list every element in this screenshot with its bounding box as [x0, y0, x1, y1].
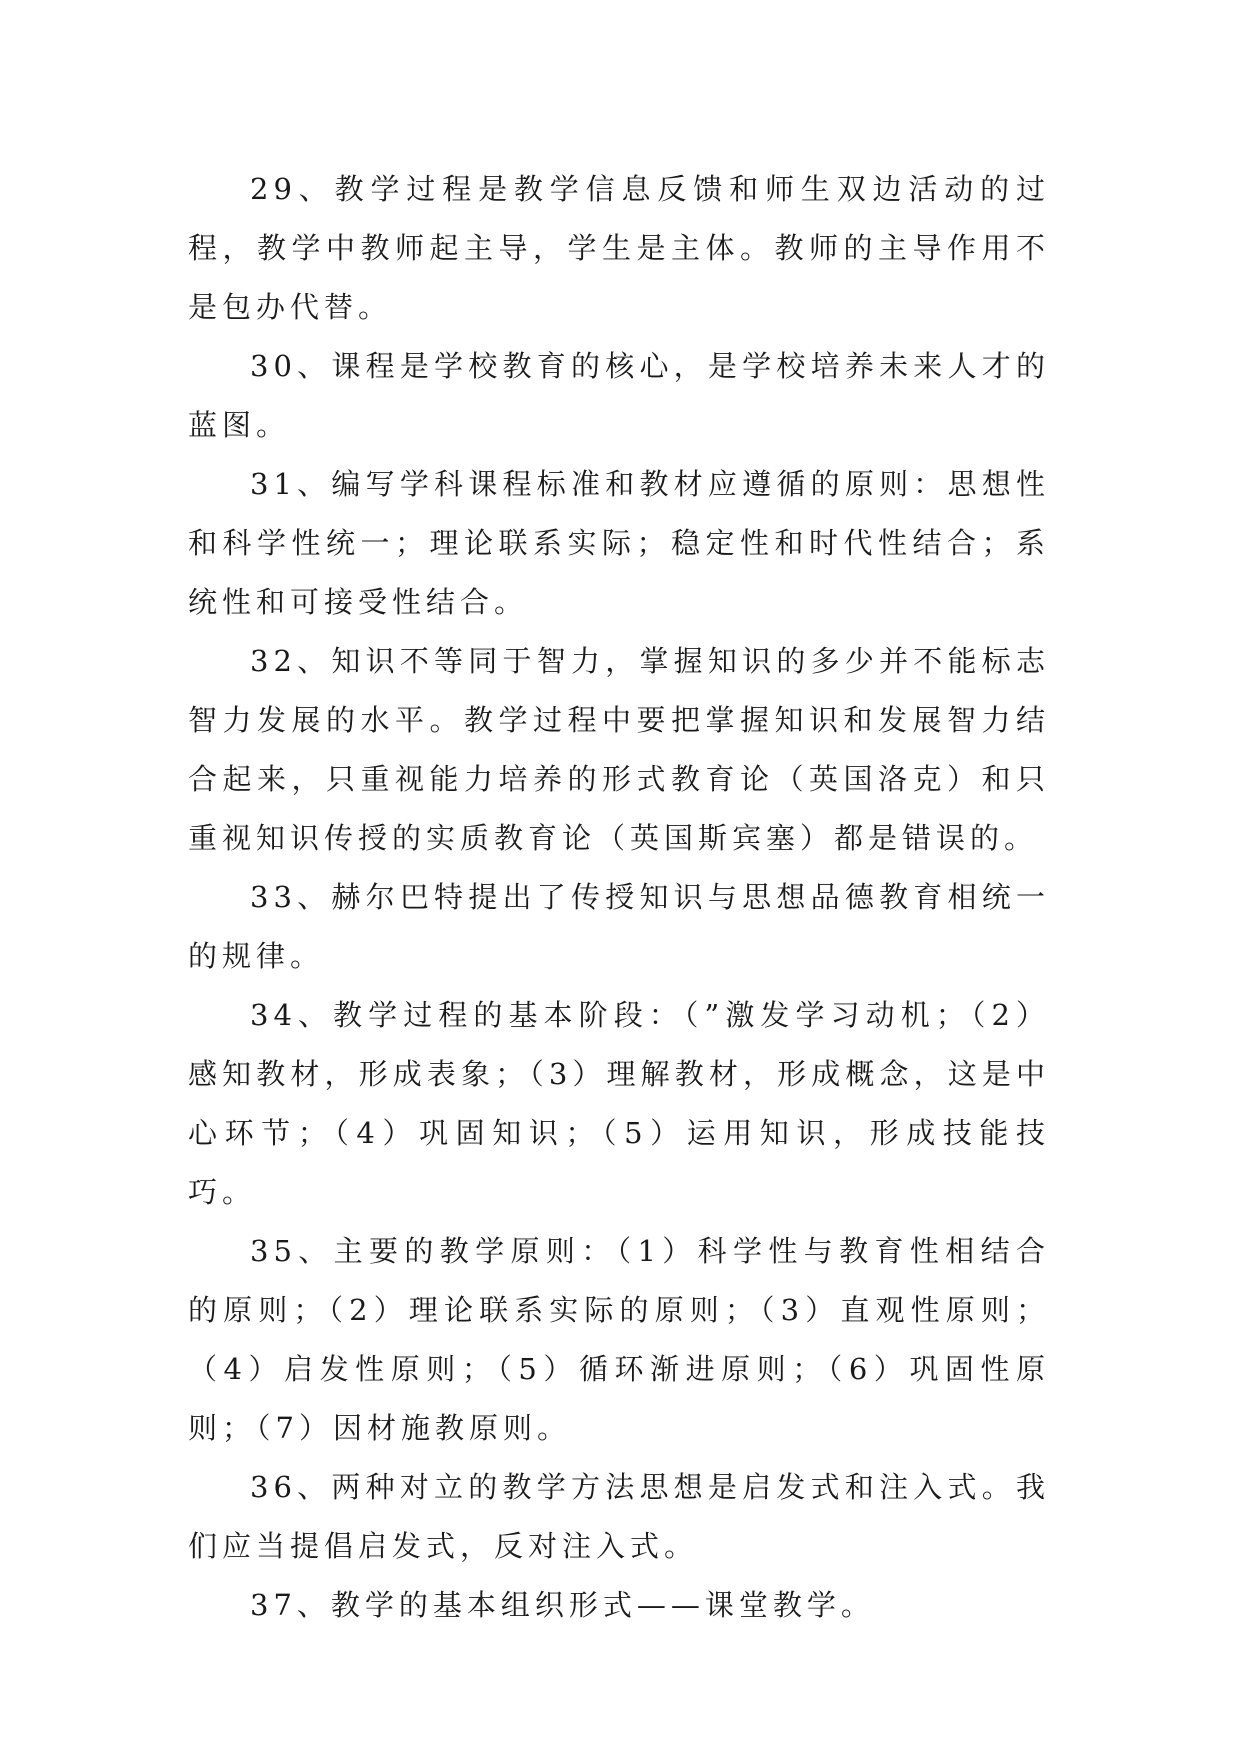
- document-body: [188, 160, 1050, 1635]
- paragraph-32: 32、知识不等同于智力，掌握知识的多少并不能标志智力发展的水平。教学过程中要把掌握知识和发展智力结合起来，只重视能力培养的形式教育论（英国洛克）和只重视知识传授的实质教育论（英国斯宾塞）都是错误的。: [188, 644, 1050, 855]
- paragraph-36: 36、两种对立的教学方法思想是启发式和注入式。我们应当提倡启发式，反对注入式。: [188, 1470, 1050, 1563]
- paragraph-34: 34、教学过程的基本阶段：（”激发学习动机；（2）感知教材，形成表象；（3）理解教材，形成概念，这是中心环节；（4）巩固知识；（5）运用知识，形成技能技巧。: [188, 998, 1050, 1209]
- paragraph-29: 29、教学过程是教学信息反馈和师生双边活动的过程，教学中教师起主导，学生是主体。教师的主导作用不是包办代替。: [188, 172, 1050, 324]
- paragraph-31: 31、编写学科课程标准和教材应遵循的原则：思想性和科学性统一；理论联系实际；稳定性和时代性结合；系统性和可接受性结合。: [188, 467, 1050, 619]
- paragraph-37: 37、教学的基本组织形式——课堂教学。: [250, 1588, 875, 1622]
- paragraph-35: 35、主要的教学原则：（1）科学性与教育性相结合的原则；（2）理论联系实际的原则；（3）直观性原则；（4）启发性原则；（5）循环渐进原则；（6）巩固性原则；（7）因材施教原则。: [188, 1234, 1050, 1445]
- paragraph-33: 33、赫尔巴特提出了传授知识与思想品德教育相统一的规律。: [188, 880, 1050, 973]
- paragraph-30: 30、课程是学校教育的核心，是学校培养未来人才的蓝图。: [188, 349, 1050, 442]
